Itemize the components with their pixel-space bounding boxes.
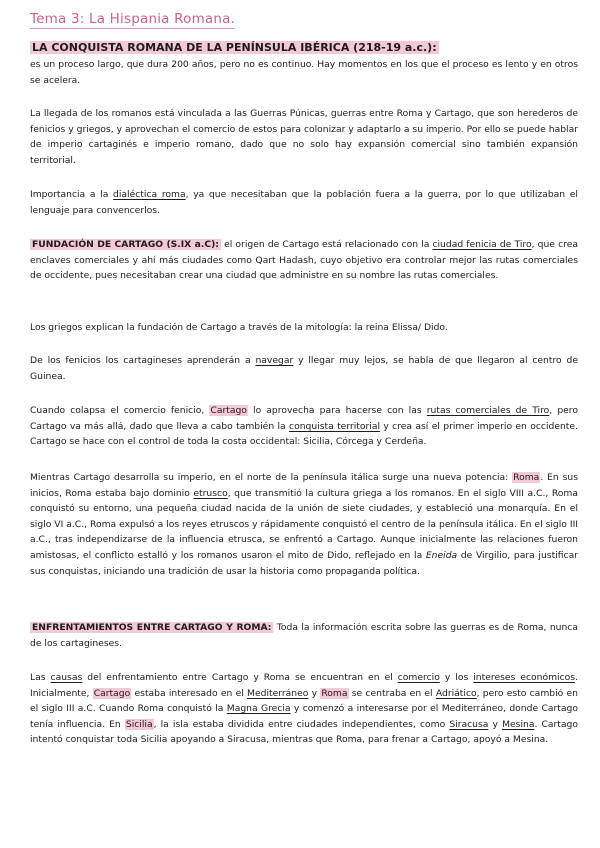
underlined-term: Magna Grecia <box>226 703 291 715</box>
section-heading-conquista <box>30 40 578 56</box>
paragraph-proceso: es un proceso largo, que dura 200 años, pero no es continuo. Hay momentos en los que el proceso es lento y en otros se acelera. <box>30 59 578 86</box>
highlighted-term: Cartago <box>93 687 131 699</box>
text: y crea así el primer imperio en occidente. Cartago se hace con el control de toda la costa occidental: Sicilia, Córcega y Cerdeña. <box>30 420 578 448</box>
underlined-term: conquista territorial <box>289 420 381 432</box>
text: , pero Cartago va más allá, dado que lleva a cabo también la <box>30 405 578 432</box>
paragraph-llegada: La llegada de los romanos está vinculada a las Guerras Púnicas, guerras entre Roma y Cartago, que son herederos de fenicios y griegos, y aprovechan el comercio de estos para colonizar y adaptarlo a su imperio. Por ello se puede hablar de imperio cartaginés e imperio romano, dado que no solo hay expansión comercial sino también expansión territorial. <box>30 108 578 166</box>
paragraph-colapso <box>30 403 578 450</box>
underlined-term: Mesina <box>502 718 535 730</box>
underlined-term: intereses económicos <box>473 672 576 683</box>
text: Cuando colapsa el comercio fenicio, <box>30 405 210 416</box>
text: se centraba en el <box>348 687 436 699</box>
underlined-term: navegar <box>255 355 294 366</box>
paragraph-roma <box>30 470 578 579</box>
section-heading-fundacion: FUNDACIÓN DE CARTAGO (S.IX a.C): <box>32 239 219 250</box>
highlighted-term: Cartago <box>210 405 247 416</box>
text: del enfrentamiento entre Cartago y Roma se encuentran en el <box>82 672 398 683</box>
section-heading-enfrentamientos: ENFRENTAMIENTOS ENTRE CARTAGO Y ROMA: <box>32 622 272 633</box>
text: , que transmitió la cultura griega a los romanos. En el siglo VIII a.C., Roma conquistó su entorno, una pequeña ciudad nacida de la unión de siete ciudades, y estableció una monarquía. En el siglo VI a.C., Roma expulsó a los reyes etruscos y rápidamente conquistó el centro de la península itálica. En el siglo III a.C., tras independizarse de la influencia etrusca, se enfrentó a Cartago. Aunque inicialmente las relaciones fueron amistosas, el conflicto estalló y los romanos usaron el mito de Dido, reflejado en la <box>30 487 578 561</box>
text: estaba interesado en el <box>131 687 248 699</box>
underlined-term: comercio <box>397 672 440 683</box>
page-title: Tema 3: La Hispania Romana. <box>30 11 236 27</box>
paragraph-fundacion <box>30 237 578 284</box>
text: , ya que necesitaban que la población fuera a la guerra, por lo que utilizaban el lenguaje para convencerlos. <box>30 189 578 216</box>
text: de Virgilio, para justificar sus conquistas, iniciando una tradición de usar la historia como propaganda política. <box>30 549 578 577</box>
text: De los fenicios los cartagineses aprenderán a <box>30 355 256 366</box>
paragraph-causas <box>30 670 578 748</box>
text: . En sus inicios, Roma estaba bajo dominio <box>30 472 578 499</box>
underlined-term: rutas comerciales de Tiro <box>426 405 550 416</box>
text: y los <box>439 672 474 683</box>
text: y llegar muy lejos, se habla de que llegaron al centro de Guinea. <box>30 355 578 382</box>
highlighted-term: Roma <box>513 472 540 483</box>
underlined-term: etrusco <box>193 487 228 499</box>
text: el origen de Cartago está relacionado con la <box>220 239 433 250</box>
underlined-term: causas <box>50 672 83 683</box>
text: . Inicialmente, <box>30 672 578 699</box>
text: , que crea enclaves comerciales y ahí más ciudades como Qart Hadash, cuyo objetivo era controlar mejor las rutas comerciales de occidente, pues necesitaban crear una ciudad que administre en su nombre las rutas comerciales. <box>30 239 578 282</box>
text: y comenzó a interesarse por el Mediterráneo, donde Cartago tenía influencia. En <box>30 703 578 730</box>
text: y <box>308 687 321 699</box>
paragraph-griegos: Los griegos explican la fundación de Cartago a través de la mitología: la reina Elissa/ Dido. <box>30 322 448 333</box>
text: lo aprovecha para hacerse con las <box>247 405 427 416</box>
heading-highlight: LA CONQUISTA ROMANA DE LA PENÍNSULA IBÉRICA (218-19 a.c.): <box>32 41 437 54</box>
underlined-term: ciudad fenicia de Tiro <box>432 239 532 250</box>
highlighted-term: Sicilia <box>125 718 153 730</box>
text: Las <box>30 672 51 683</box>
text: Mientras Cartago desarrolla su imperio, en el norte de la península itálica surge una nueva potencia: <box>30 472 513 483</box>
paragraph-enfrentamientos <box>30 620 578 651</box>
text: . Cartago intentó conquistar toda Sicilia apoyando a Siracusa, mientras que Roma, para frenar a Cartago, apoyó a Mesina. <box>30 718 578 746</box>
underlined-term: Adriático <box>435 687 477 699</box>
text: Importancia a la <box>30 189 114 200</box>
paragraph-fenicios <box>30 353 578 384</box>
italic-term: Eneida <box>425 549 458 561</box>
text: , pero esto cambió en el siglo III a.C. Cuando Roma conquistó la <box>30 687 578 715</box>
highlighted-term: Roma <box>321 687 348 699</box>
underlined-term: dialéctica roma <box>113 189 186 200</box>
text: y <box>488 718 503 730</box>
text: Toda la información escrita sobre las guerras es de Roma, nunca de los cartagineses. <box>30 622 578 649</box>
paragraph-dialectica <box>30 187 578 218</box>
underlined-term: Mediterráneo <box>247 687 309 699</box>
underlined-term: Siracusa <box>449 718 489 730</box>
text: , la isla estaba dividida entre ciudades independientes, como <box>153 718 450 730</box>
